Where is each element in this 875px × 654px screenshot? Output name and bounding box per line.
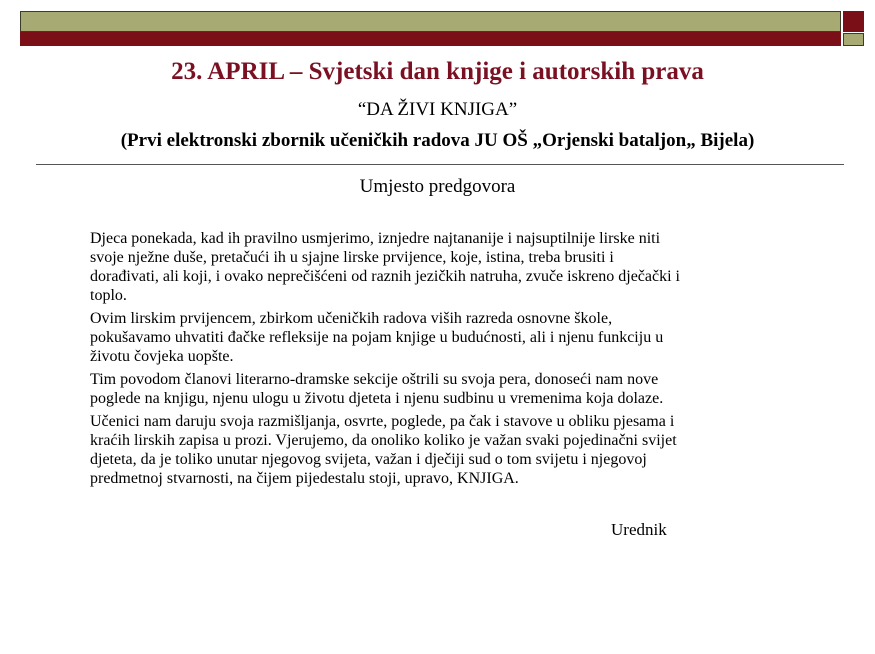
foreword-body bbox=[88, 229, 833, 492]
signature: Urednik bbox=[611, 520, 667, 539]
header-square-maroon bbox=[843, 11, 864, 32]
text-line: pokušavamo uhvatiti đačke refleksije na pojam knjige u budućnosti, ali i njenu funkciju u bbox=[90, 329, 664, 346]
text-line: poglede na knjigu, njenu ulogu u životu djeteta i njenu sudbinu u vremenima koja dolaze. bbox=[90, 390, 664, 407]
paragraph bbox=[88, 309, 833, 366]
text-line: djeteta, da je toliko unutar njegovog svijeta, važan i dječiji sud o tom svijetu i njegovoj bbox=[90, 451, 647, 468]
text-line: Tim povodom članovi literarno-dramske sekcije oštrili su svoja pera, donoseći nam nove bbox=[90, 371, 659, 388]
page-subtitle: “DA ŽIVI KNJIGA” bbox=[357, 99, 518, 120]
text-line: Ovim lirskim prvijencem, zbirkom učeničkih radova viših razreda osnovne škole, bbox=[90, 310, 613, 327]
text-line: svoje nježne duše, pretačući ih u sjajne lirske prvijence, koje, istina, treba brusiti i bbox=[90, 249, 614, 266]
divider-line bbox=[36, 164, 844, 165]
text-line: Djeca ponekada, kad ih pravilno usmjerimo, iznjedre najtananije i najsuptilnije lirske niti bbox=[90, 230, 661, 247]
text-line: Učenici nam daruju svoja razmišljanja, osvrte, poglede, pa čak i stavove u obliku pjesama i bbox=[90, 413, 675, 430]
paragraph bbox=[88, 229, 833, 305]
text-line: toplo. bbox=[90, 287, 127, 304]
paragraph bbox=[88, 370, 833, 408]
header-square-olive bbox=[843, 33, 864, 46]
header-bar-maroon bbox=[20, 32, 841, 46]
text-line: životu čovjeka uopšte. bbox=[90, 348, 234, 365]
page-subtitle-publication: (Prvi elektronski zbornik učeničkih radova JU OŠ „Orjenski bataljon„ Bijela) bbox=[120, 130, 755, 151]
page-title: 23. APRIL – Svjetski dan knjige i autorskih prava bbox=[171, 58, 704, 85]
text-line: dorađivati, ali koji, i ovako neprečišćeni od raznih jezičkih natruha, zvuče iskreno dječački i bbox=[90, 268, 680, 285]
paragraph bbox=[88, 412, 833, 488]
text-line: predmetnoj stvarnosti, na čijem pijedestalu stoji, upravo, KNJIGA. bbox=[90, 470, 519, 487]
header-bar-olive bbox=[20, 11, 841, 32]
text-line: kraćih lirskih zapisa u prozi. Vjerujemo, da onoliko koliko je važan svaki pojedinačni svijet bbox=[90, 432, 677, 449]
section-heading: Umjesto predgovora bbox=[359, 176, 516, 197]
